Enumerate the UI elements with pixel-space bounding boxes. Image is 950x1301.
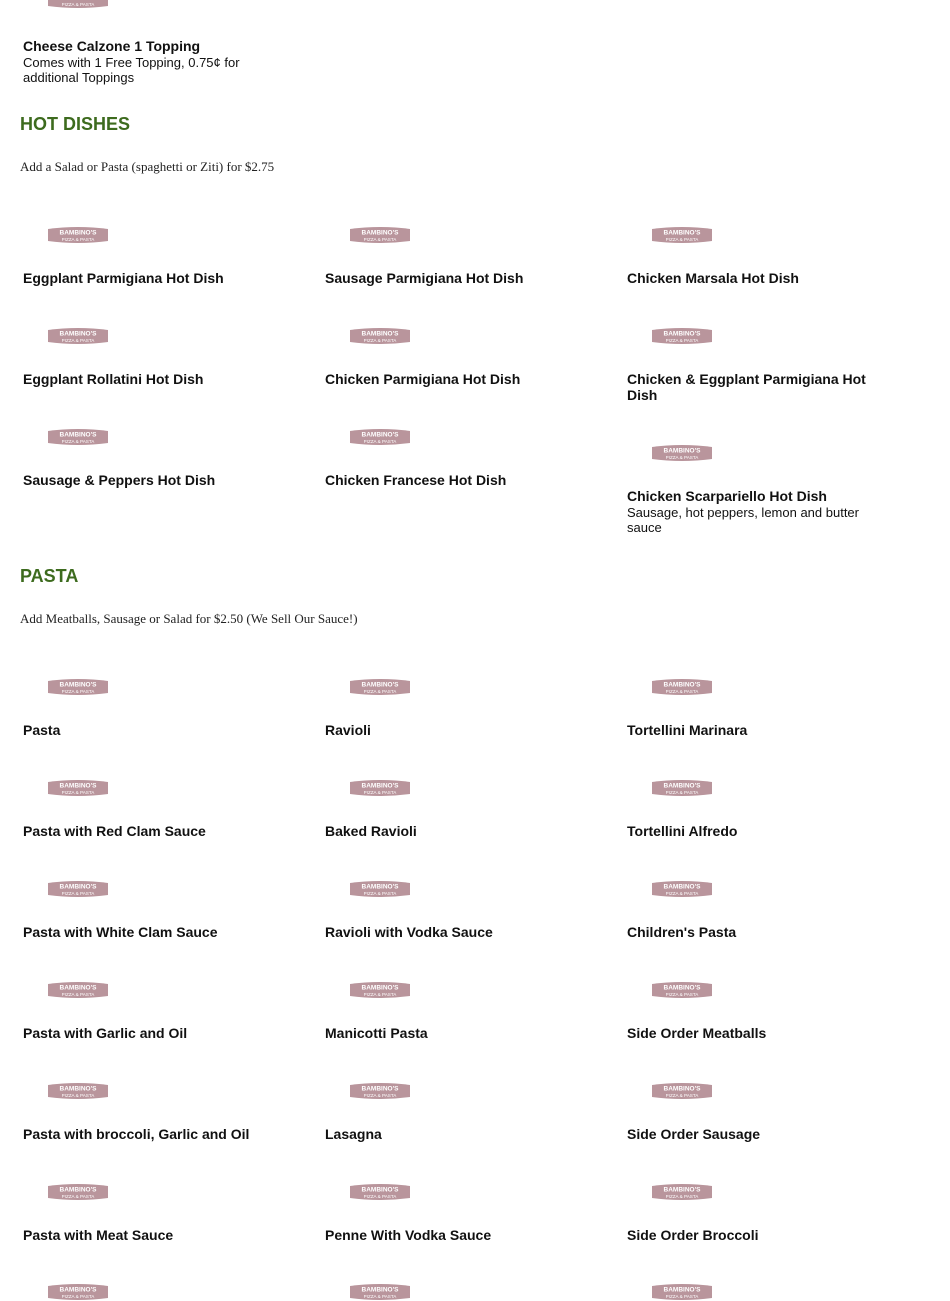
svg-text:PIZZA & PASTA: PIZZA & PASTA [61,1093,95,1098]
bambinos-logo-icon [46,981,110,999]
svg-text:BAMBINO'S: BAMBINO'S [663,229,701,237]
svg-text:BAMBINO'S: BAMBINO'S [663,1085,701,1093]
menu-item-ravioli-with-vodka-sauce[interactable] [322,880,602,970]
svg-text:BAMBINO'S: BAMBINO'S [361,1186,399,1194]
svg-text:PIZZA & PASTA: PIZZA & PASTA [61,439,95,444]
bambinos-logo-icon [650,226,714,244]
svg-text:PIZZA & PASTA: PIZZA & PASTA [363,338,397,343]
svg-text:PIZZA & PASTA: PIZZA & PASTA [665,891,699,896]
svg-text:PIZZA & PASTA: PIZZA & PASTA [363,1093,397,1098]
item-name: Side Order Broccoli [627,1227,759,1243]
bambinos-logo-icon [348,880,412,898]
svg-text:PIZZA & PASTA: PIZZA & PASTA [61,891,95,896]
svg-text:BAMBINO'S: BAMBINO'S [59,782,97,790]
bambinos-logo-icon [650,1082,714,1100]
item-description: Sausage, hot peppers, lemon and butter sauce [627,505,859,535]
svg-text:BAMBINO'S: BAMBINO'S [663,883,701,891]
item-name: Sausage Parmigiana Hot Dish [325,270,524,286]
svg-text:PIZZA & PASTA: PIZZA & PASTA [363,689,397,694]
menu-item-ravioli[interactable] [322,678,602,768]
item-name: Chicken Marsala Hot Dish [627,270,799,286]
menu-item-sausage-parmigiana-hot-dish[interactable] [322,226,602,316]
menu-item-chicken-francese-hot-dish[interactable] [322,428,602,518]
bambinos-logo-icon [348,1283,412,1301]
menu-item-eggplant-parmigiana-hot-dish[interactable] [20,226,300,316]
item-name: Pasta with Garlic and Oil [23,1025,188,1041]
item-name: Pasta with White Clam Sauce [23,924,218,940]
menu-item-pasta-with-meat-sauce[interactable] [20,1183,300,1273]
bambinos-logo-icon [348,678,412,696]
bambinos-logo-icon [348,327,412,345]
svg-text:BAMBINO'S: BAMBINO'S [663,782,701,790]
item-name: Side Order Meatballs [627,1025,767,1041]
svg-text:BAMBINO'S: BAMBINO'S [361,229,399,237]
bambinos-logo-icon [46,1183,110,1201]
bambinos-logo-icon [46,1082,110,1100]
svg-text:BAMBINO'S: BAMBINO'S [663,984,701,992]
svg-text:PIZZA & PASTA: PIZZA & PASTA [363,237,397,242]
svg-text:PIZZA & PASTA: PIZZA & PASTA [665,689,699,694]
svg-text:BAMBINO'S: BAMBINO'S [663,447,701,455]
svg-text:PIZZA & PASTA: PIZZA & PASTA [61,237,95,242]
bambinos-logo-icon [348,1183,412,1201]
bambinos-logo-icon [650,1283,714,1301]
menu-item-penne-with-vodka-sauce[interactable] [322,1183,602,1273]
menu-item-chicken-marsala-hot-dish[interactable] [624,226,904,316]
svg-text:PIZZA & PASTA: PIZZA & PASTA [363,439,397,444]
section-title-pasta: PASTA [20,566,79,586]
bambinos-logo-icon [650,779,714,797]
svg-text:PIZZA & PASTA: PIZZA & PASTA [665,1294,699,1299]
section-title-hot-dishes: HOT DISHES [20,114,131,134]
item-name: Manicotti Pasta [325,1025,428,1041]
menu-item-children-s-pasta[interactable] [624,880,904,970]
svg-text:BAMBINO'S: BAMBINO'S [361,1286,399,1294]
menu-item-pasta-with-garlic-and-oil[interactable] [20,981,300,1071]
svg-text:BAMBINO'S: BAMBINO'S [361,883,399,891]
item-name: Pasta with broccoli, Garlic and Oil [23,1126,250,1142]
menu-item-tortellini-alfredo[interactable] [624,779,904,869]
menu-item-chicken-scarpariello-hot-dish[interactable] [624,428,904,535]
item-name: Tortellini Alfredo [627,823,738,839]
menu-item-manicotti-pasta[interactable] [322,981,602,1071]
bambinos-logo-icon [46,226,110,244]
bambinos-logo-icon [650,327,714,345]
menu-item-chicken-parmigiana-hot-dish[interactable] [322,327,602,417]
bambinos-logo-icon [348,226,412,244]
item-name: Pasta [23,722,61,738]
svg-text:BAMBINO'S: BAMBINO'S [361,431,399,439]
bambinos-logo-icon [46,678,110,696]
svg-text:PIZZA & PASTA: PIZZA & PASTA [363,1194,397,1199]
menu-item-side-order-meatballs[interactable] [624,981,904,1071]
svg-text:PIZZA & PASTA: PIZZA & PASTA [61,1194,95,1199]
svg-text:BAMBINO'S: BAMBINO'S [59,431,97,439]
svg-text:PIZZA & PASTA: PIZZA & PASTA [665,790,699,795]
svg-text:PIZZA & PASTA: PIZZA & PASTA [363,790,397,795]
svg-text:PIZZA & PASTA: PIZZA & PASTA [61,1294,95,1299]
item-name: Tortellini Marinara [627,722,748,738]
svg-text:BAMBINO'S: BAMBINO'S [59,1186,97,1194]
menu-item-side-order-sausage[interactable] [624,1082,904,1172]
menu-item-pasta[interactable] [20,678,300,768]
svg-text:BAMBINO'S: BAMBINO'S [663,1286,701,1294]
bambinos-logo-icon [348,981,412,999]
bambinos-logo-icon [46,327,110,345]
svg-text:PIZZA & PASTA: PIZZA & PASTA [665,237,699,242]
svg-text:PIZZA & PASTA: PIZZA & PASTA [363,1294,397,1299]
svg-text:PIZZA & PASTA: PIZZA & PASTA [61,790,95,795]
menu-item-tortellini-marinara[interactable] [624,678,904,768]
svg-text:BAMBINO'S: BAMBINO'S [361,330,399,338]
menu-item-baked-ravioli[interactable] [322,779,602,869]
menu-item-eggplant-rollatini-hot-dish[interactable] [20,327,300,417]
item-name: Chicken Scarpariello Hot Dish [627,488,827,504]
menu-item-pasta-with-white-clam-sauce[interactable] [20,880,300,970]
bambinos-logo-icon [650,981,714,999]
item-name: Ravioli [325,722,371,738]
item-name: Penne With Vodka Sauce [325,1227,492,1243]
item-name: Eggplant Parmigiana Hot Dish [23,270,224,286]
svg-text:BAMBINO'S: BAMBINO'S [59,330,97,338]
bambinos-logo-icon [46,880,110,898]
svg-text:PIZZA & PASTA: PIZZA & PASTA [665,992,699,997]
item-name: Chicken Parmigiana Hot Dish [325,371,521,387]
svg-text:PIZZA & PASTA: PIZZA & PASTA [665,1194,699,1199]
svg-text:BAMBINO'S: BAMBINO'S [663,1186,701,1194]
menu-item-pasta-with-red-clam-sauce[interactable] [20,779,300,869]
bambinos-logo-icon [348,428,412,446]
section-note-pasta: Add Meatballs, Sausage or Salad for $2.50 (We Sell Our Sauce!) [20,611,358,626]
bambinos-logo-icon [46,779,110,797]
bambinos-logo-icon [650,444,714,462]
svg-text:BAMBINO'S: BAMBINO'S [361,681,399,689]
item-name: Ravioli with Vodka Sauce [325,924,493,940]
item-name: Chicken Francese Hot Dish [325,472,507,488]
svg-text:BAMBINO'S: BAMBINO'S [59,1085,97,1093]
svg-text:BAMBINO'S: BAMBINO'S [59,229,97,237]
bambinos-logo-icon [348,779,412,797]
menu-item-pasta-with-broccoli-garlic-and-oil[interactable] [20,1082,300,1172]
svg-text:PIZZA & PASTA: PIZZA & PASTA [665,455,699,460]
menu-item-sausage-peppers-hot-dish[interactable] [20,428,300,518]
svg-text:PIZZA & PASTA: PIZZA & PASTA [665,1093,699,1098]
bambinos-logo-icon [46,1283,110,1301]
item-name: Pasta with Meat Sauce [23,1227,174,1243]
svg-text:BAMBINO'S: BAMBINO'S [361,782,399,790]
item-description: Comes with 1 Free Topping, 0.75¢ for additional Toppings [23,55,240,85]
item-name: Side Order Sausage [627,1126,761,1142]
svg-text:BAMBINO'S: BAMBINO'S [59,984,97,992]
item-name: Eggplant Rollatini Hot Dish [23,371,204,387]
svg-text:PIZZA & PASTA: PIZZA & PASTA [61,2,95,7]
svg-text:BAMBINO'S: BAMBINO'S [59,1286,97,1294]
bambinos-logo-icon [46,0,110,9]
menu-item-calzone[interactable] [20,0,300,90]
svg-text:PIZZA & PASTA: PIZZA & PASTA [61,992,95,997]
section-note-hot-dishes: Add a Salad or Pasta (spaghetti or Ziti) for $2.75 [20,159,275,174]
svg-text:BAMBINO'S: BAMBINO'S [59,681,97,689]
svg-text:PIZZA & PASTA: PIZZA & PASTA [363,992,397,997]
svg-text:BAMBINO'S: BAMBINO'S [663,330,701,338]
menu-item-lasagna[interactable] [322,1082,602,1172]
item-name: Pasta with Red Clam Sauce [23,823,206,839]
bambinos-logo-icon [46,428,110,446]
svg-text:BAMBINO'S: BAMBINO'S [663,681,701,689]
item-name: Sausage & Peppers Hot Dish [23,472,216,488]
svg-text:BAMBINO'S: BAMBINO'S [361,984,399,992]
bambinos-logo-icon [650,880,714,898]
svg-text:PIZZA & PASTA: PIZZA & PASTA [363,891,397,896]
item-name: Lasagna [325,1126,382,1142]
svg-text:BAMBINO'S: BAMBINO'S [361,1085,399,1093]
svg-text:PIZZA & PASTA: PIZZA & PASTA [665,338,699,343]
bambinos-logo-icon [348,1082,412,1100]
item-name: Cheese Calzone 1 Topping [23,38,201,54]
svg-text:BAMBINO'S: BAMBINO'S [59,883,97,891]
item-name: Baked Ravioli [325,823,417,839]
svg-text:PIZZA & PASTA: PIZZA & PASTA [61,338,95,343]
bambinos-logo-icon [650,678,714,696]
bambinos-logo-icon [650,1183,714,1201]
menu-item-side-order-broccoli[interactable] [624,1183,904,1273]
menu-item-chicken-eggplant-parmigiana-hot-dish[interactable] [624,327,904,417]
item-name: Chicken & Eggplant Parmigiana Hot Dish [627,371,866,403]
item-name: Children's Pasta [627,924,737,940]
svg-text:PIZZA & PASTA: PIZZA & PASTA [61,689,95,694]
